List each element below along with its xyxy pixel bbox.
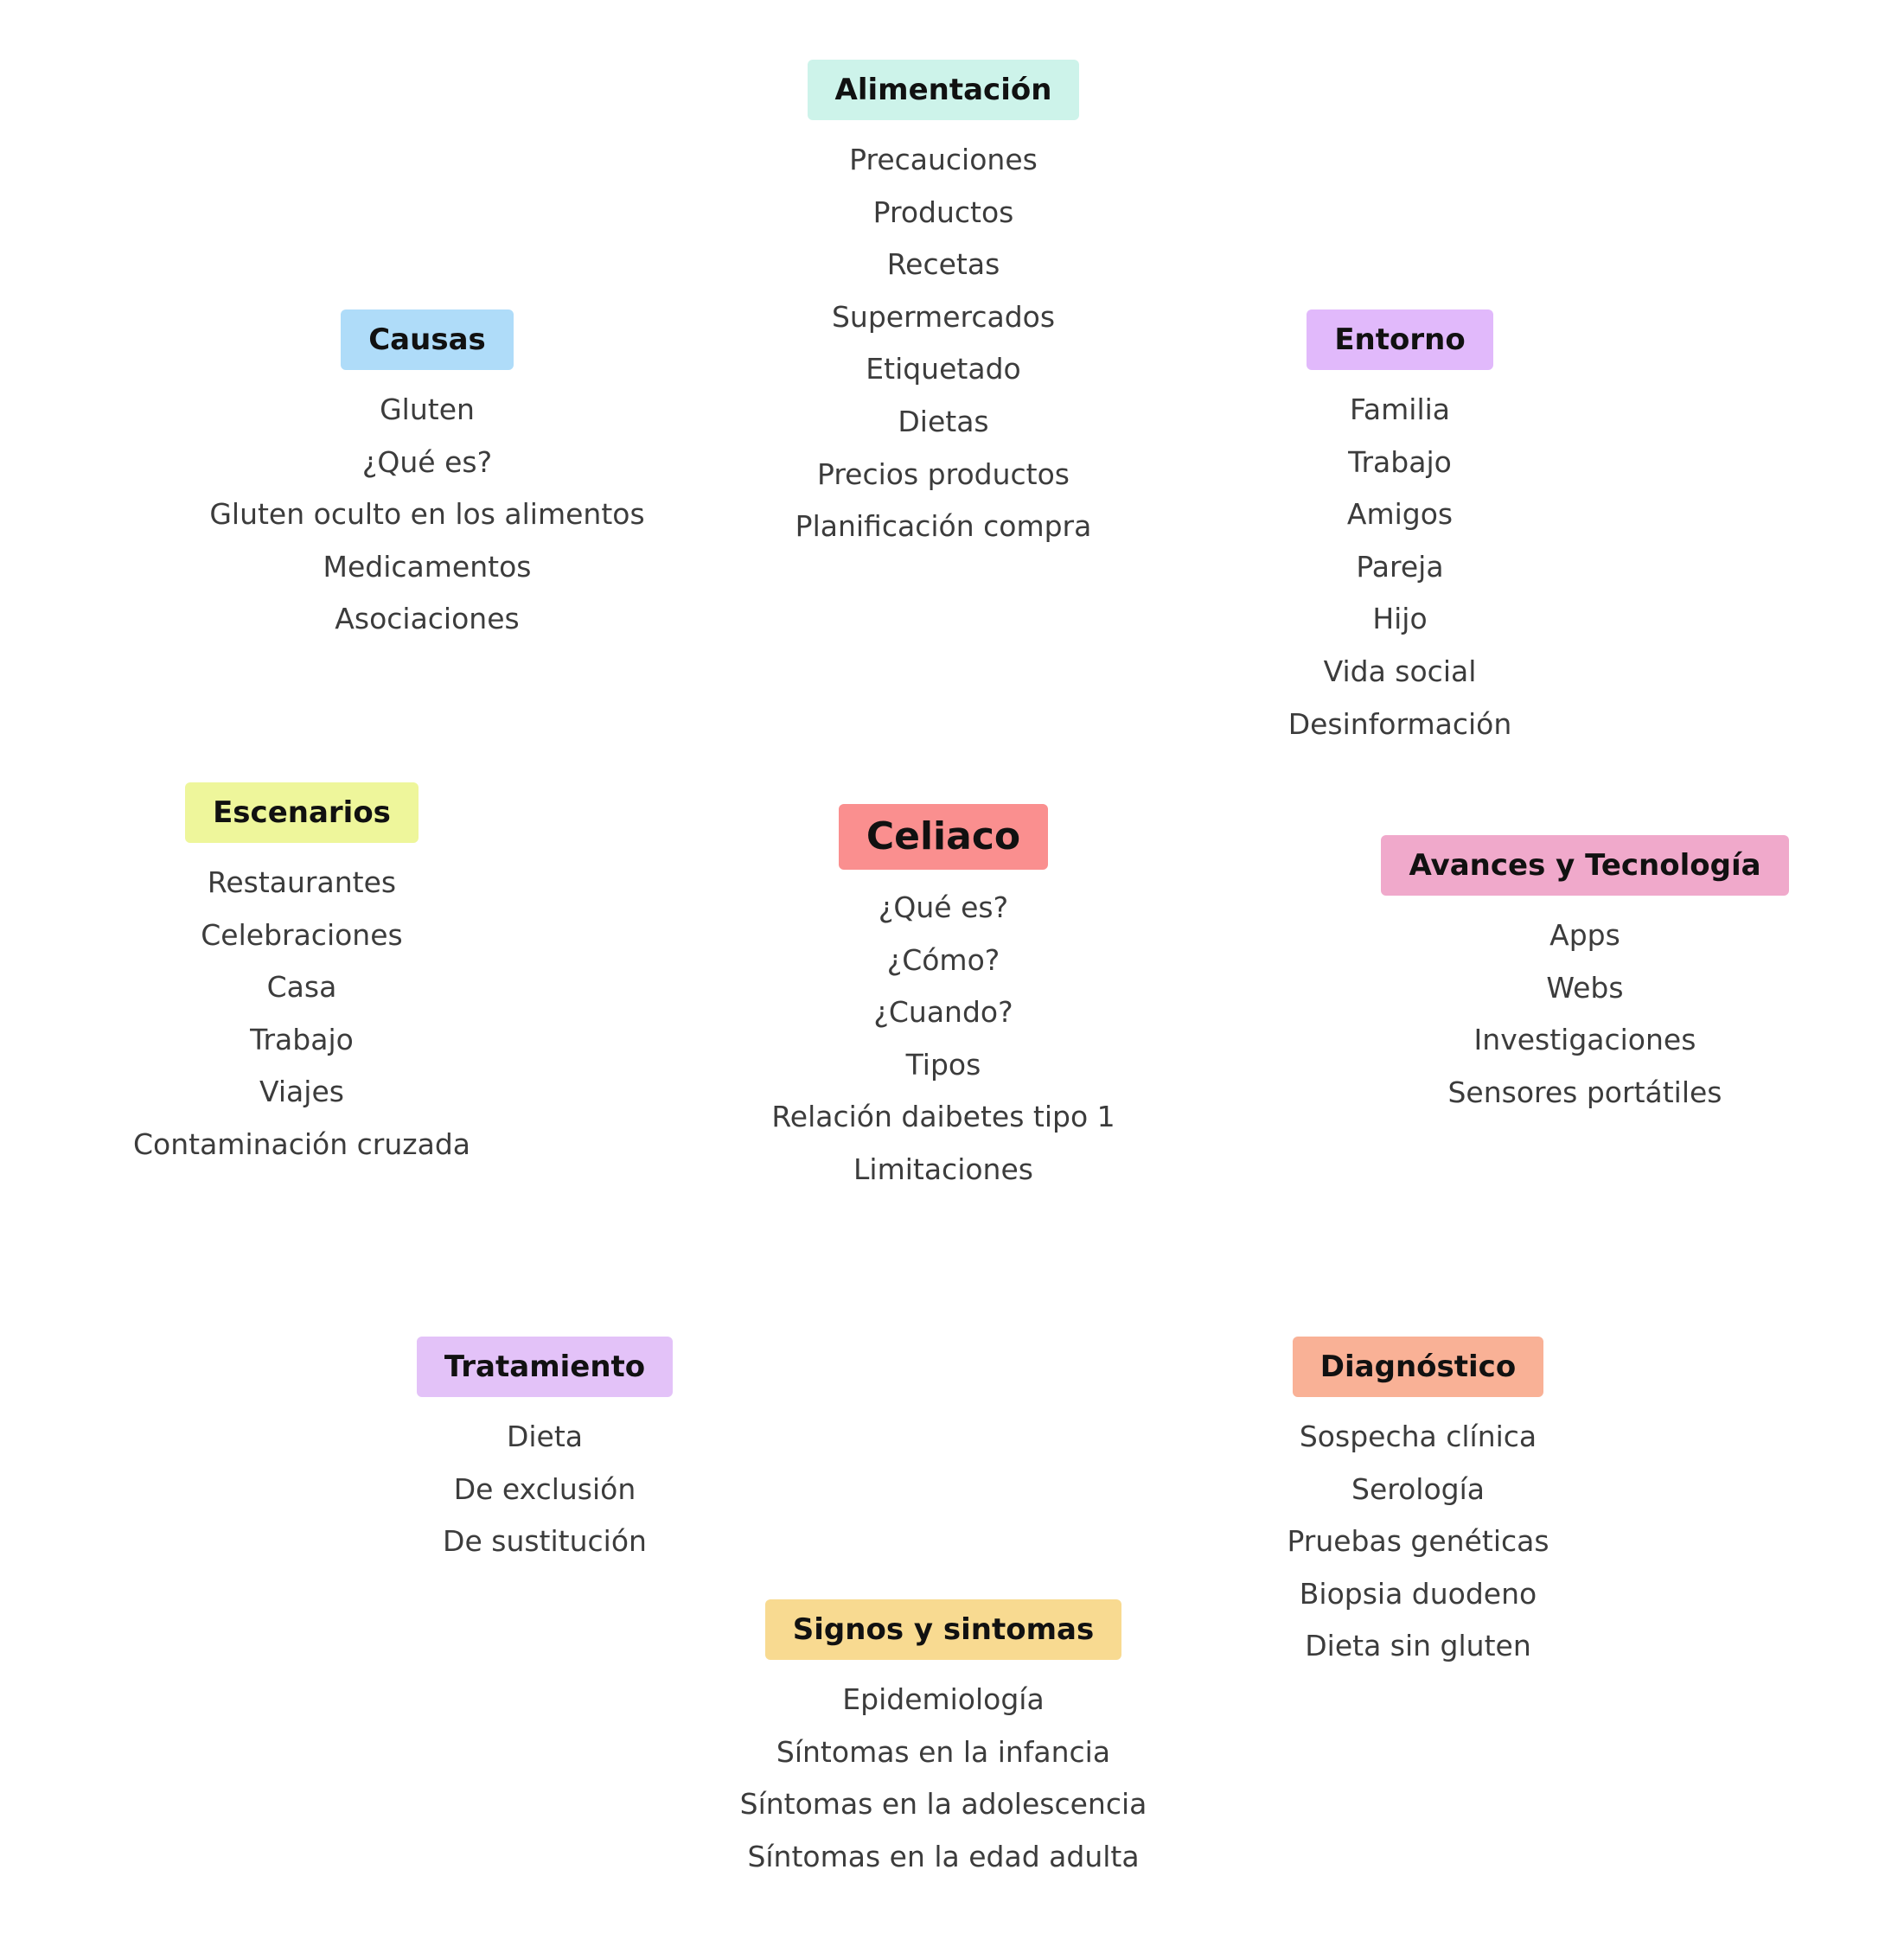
topic-item-como[interactable]: ¿Cómo? (886, 942, 1000, 977)
topic-item-precauciones[interactable]: Precauciones (849, 143, 1038, 176)
topic-item-trabajo[interactable]: Trabajo (250, 1022, 354, 1056)
topic-item-de-sustitucion[interactable]: De sustitución (443, 1524, 647, 1559)
topic-item-pruebas-geneticas[interactable]: Pruebas genéticas (1287, 1524, 1549, 1559)
branch-items-alimentacion (795, 134, 1092, 553)
topic-item-asociaciones[interactable]: Asociaciones (335, 602, 520, 636)
topic-item-sospecha-clinica[interactable]: Sospecha clínica (1299, 1420, 1537, 1453)
branch-entorno (1097, 309, 1703, 750)
topic-item-relacion-daibetes-tipo-1[interactable]: Relación daibetes tipo 1 (771, 1100, 1115, 1134)
topic-item-precios-productos[interactable]: Precios productos (817, 456, 1070, 491)
topic-item-limitaciones[interactable]: Limitaciones (853, 1152, 1033, 1186)
topic-item-productos[interactable]: Productos (872, 195, 1014, 229)
branch-title-diagnostico[interactable]: Diagnóstico (1293, 1337, 1543, 1397)
branch-title-entorno[interactable]: Entorno (1307, 309, 1492, 370)
branch-items-escenarios (133, 857, 470, 1171)
topic-item-webs[interactable]: Webs (1546, 970, 1624, 1005)
topic-item-recetas[interactable]: Recetas (886, 247, 1000, 282)
topic-item-sintomas-en-la-adolescencia[interactable]: Síntomas en la adolescencia (739, 1787, 1147, 1822)
topic-item-vida-social[interactable]: Vida social (1323, 654, 1477, 688)
branch-items-avances-tecnologia (1447, 909, 1722, 1119)
branch-title-avances-tecnologia[interactable]: Avances y Tecnología (1381, 835, 1788, 896)
topic-item-investigaciones[interactable]: Investigaciones (1473, 1023, 1696, 1057)
topic-item-cuando[interactable]: ¿Cuando? (873, 995, 1013, 1030)
branch-causas (125, 309, 730, 646)
branch-items-causas (209, 384, 644, 646)
branch-tratamiento (242, 1337, 847, 1568)
central-topic-celiaco (641, 804, 1246, 1196)
topic-item-restaurantes[interactable]: Restaurantes (207, 865, 397, 899)
central-topic-title[interactable]: Celiaco (839, 804, 1048, 870)
topic-item-que-es[interactable]: ¿Qué es? (878, 890, 1009, 924)
topic-item-amigos[interactable]: Amigos (1346, 497, 1454, 532)
branch-title-escenarios[interactable]: Escenarios (185, 782, 418, 843)
branch-title-alimentacion[interactable]: Alimentación (808, 60, 1080, 120)
topic-item-que-es[interactable]: ¿Qué es? (361, 444, 493, 479)
branch-items-signos-sintomas (740, 1674, 1147, 1883)
topic-item-desinformacion[interactable]: Desinformación (1287, 706, 1512, 741)
topic-item-supermercados[interactable]: Supermercados (831, 299, 1056, 334)
topic-item-gluten-oculto-en-los-alimentos[interactable]: Gluten oculto en los alimentos (209, 497, 645, 532)
branch-avances-tecnologia (1282, 835, 1888, 1119)
topic-item-sintomas-en-la-infancia[interactable]: Síntomas en la infancia (776, 1734, 1111, 1769)
branch-escenarios (0, 782, 604, 1171)
topic-item-etiquetado[interactable]: Etiquetado (866, 352, 1021, 386)
topic-item-tipos[interactable]: Tipos (905, 1047, 981, 1082)
topic-item-casa[interactable]: Casa (266, 970, 337, 1005)
topic-item-gluten[interactable]: Gluten (380, 392, 475, 426)
topic-item-familia[interactable]: Familia (1349, 392, 1451, 426)
topic-item-dieta-sin-gluten[interactable]: Dieta sin gluten (1305, 1629, 1531, 1663)
branch-title-causas[interactable]: Causas (341, 309, 514, 370)
branch-title-signos-sintomas[interactable]: Signos y sintomas (765, 1599, 1121, 1660)
branch-items-tratamiento (443, 1411, 647, 1568)
topic-item-contaminacion-cruzada[interactable]: Contaminación cruzada (132, 1126, 470, 1161)
topic-item-pareja[interactable]: Pareja (1356, 549, 1444, 584)
topic-item-serologia[interactable]: Serología (1351, 1471, 1485, 1506)
topic-item-de-exclusion[interactable]: De exclusión (453, 1471, 636, 1506)
topic-item-hijo[interactable]: Hijo (1372, 602, 1428, 636)
topic-item-sensores-portatiles[interactable]: Sensores portátiles (1447, 1075, 1722, 1109)
topic-item-epidemiologia[interactable]: Epidemiología (842, 1682, 1045, 1716)
topic-item-dieta[interactable]: Dieta (506, 1420, 584, 1453)
branch-items-diagnostico (1287, 1411, 1549, 1673)
branch-title-tratamiento[interactable]: Tratamiento (417, 1337, 673, 1397)
branch-signos-sintomas (641, 1599, 1246, 1883)
topic-item-celebraciones[interactable]: Celebraciones (201, 917, 403, 952)
topic-item-apps[interactable]: Apps (1549, 918, 1620, 952)
topic-item-planificacion-compra[interactable]: Planificación compra (795, 509, 1092, 544)
topic-item-dietas[interactable]: Dietas (898, 404, 989, 438)
topic-item-viajes[interactable]: Viajes (259, 1075, 344, 1109)
topic-item-trabajo[interactable]: Trabajo (1348, 444, 1452, 479)
branch-items-entorno (1288, 384, 1512, 750)
topic-item-biopsia-duodeno[interactable]: Biopsia duodeno (1299, 1576, 1537, 1611)
topic-item-medicamentos[interactable]: Medicamentos (323, 549, 532, 584)
topic-item-sintomas-en-la-edad-adulta[interactable]: Síntomas en la edad adulta (747, 1839, 1140, 1873)
central-topic-items (771, 882, 1115, 1196)
